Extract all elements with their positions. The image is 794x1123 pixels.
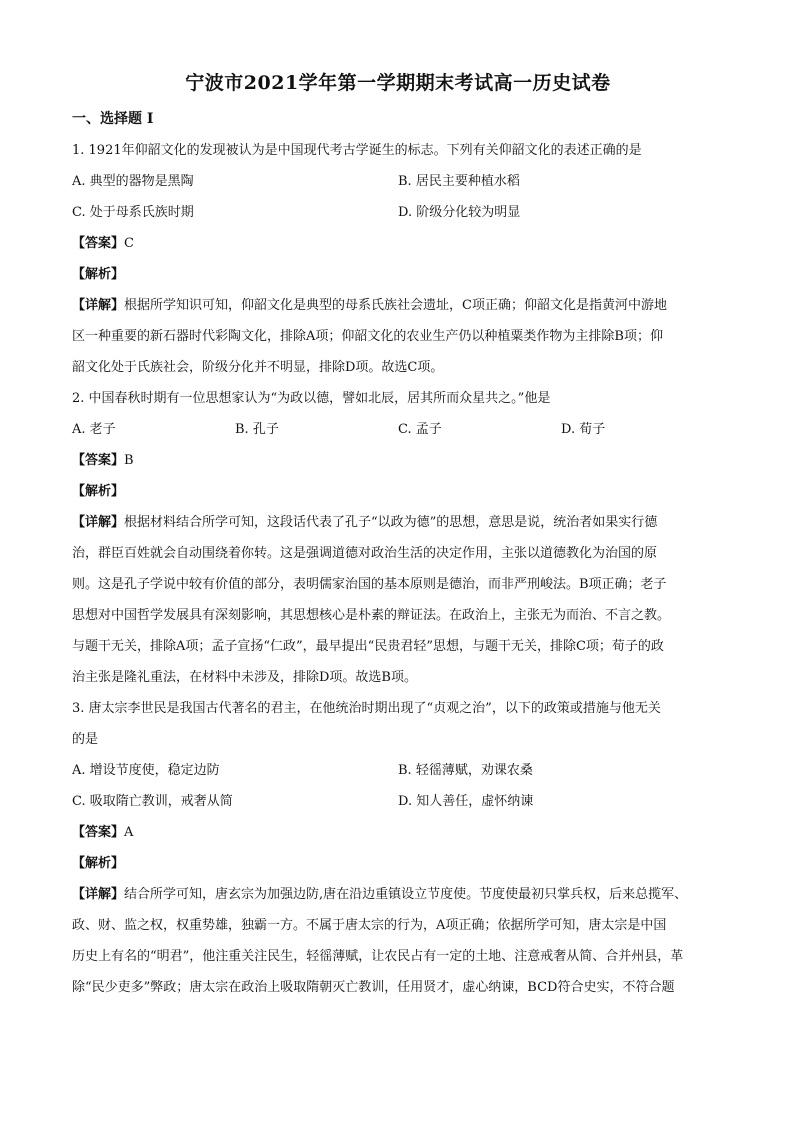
detail-line: 【详解】结合所学可知，唐玄宗为加强边防,唐在沿边重镇设立节度使。节度使最初只掌兵权，后来总揽军、 [72,887,688,902]
detail-line: 历史上有名的“明君”，他注重关注民生，轻徭薄赋，让农民占有一定的土地、注意戒奢从简、合并州县，革 [72,949,684,964]
detail-line: 【详解】根据材料结合所学可知，这段话代表了孔子“以政为德”的思想，意思是说，统治者如果实行德 [72,515,658,530]
detail-label: 【详解】 [72,515,125,530]
detail-line: 则。这是孔子学说中较有价值的部分，表明儒家治国的基本原则是德治，而非严刑峻法。B项正确；老子 [72,577,667,592]
answer-label: 【答案】 [72,236,125,251]
detail-paragraph [72,879,724,1003]
option-c: C. 孟子 [398,422,442,437]
options-row [72,414,724,445]
detail-label: 【详解】 [72,298,125,313]
detail-paragraph [72,507,724,693]
analysis-label: 【解析】 [72,856,125,871]
answer-value: C [124,236,134,251]
option-a: A. 增设节度使，稳定边防 [72,763,220,778]
options-row [72,755,724,786]
options-row [72,166,724,197]
detail-line: 治主张是隆礼重法，在材料中未涉及，排除D项。故选B项。 [72,670,417,685]
detail-label: 【详解】 [72,887,125,902]
answer-line [72,228,724,259]
detail-line: 韶文化处于氏族社会，阶级分化并不明显，排除D项。故选C项。 [72,360,444,375]
answer-value: A [124,825,134,840]
options-row [72,197,724,228]
detail-line: 除“民少吏多”弊政；唐太宗在政治上吸取隋朝灭亡教训，任用贤才，虚心纳谏，BCD符合史实，不符合题 [72,980,675,995]
option-d: D. 荀子 [561,422,606,437]
option-c: C. 处于母系氏族时期 [72,205,194,220]
question-3 [72,693,724,1003]
question-1 [72,135,724,383]
option-a: A. 老子 [72,422,116,437]
option-a: A. 典型的器物是黑陶 [72,174,194,189]
question-2 [72,383,724,693]
detail-line: 治，群臣百姓就会自动围绕着你转。这是强调道德对政治生活的决定作用，主张以道德教化为治国的原 [72,546,658,561]
detail-line: 区一种重要的新石器时代彩陶文化，排除A项；仰韶文化的农业生产仍以种植粟类作物为主排除B项；仰 [72,329,663,344]
option-d: D. 阶级分化较为明显 [398,205,521,220]
question-stem: 1. 1921年仰韶文化的发现被认为是中国现代考古学诞生的标志。下列有关仰韶文化的表述正确的是 [72,143,642,158]
detail-paragraph [72,290,724,383]
answer-label: 【答案】 [72,453,125,468]
option-d: D. 知人善任，虚怀纳谏 [398,794,534,809]
option-b: B. 孔子 [235,422,279,437]
option-b: B. 轻徭薄赋，劝课农桑 [398,763,533,778]
page-title: 宁波市2021学年第一学期期末考试高一历史试卷 [185,72,611,94]
detail-line: 【详解】根据所学知识可知，仰韶文化是典型的母系氏族社会遗址，C项正确；仰韶文化是指黄河中游地 [72,298,667,313]
options-row [72,786,724,817]
question-stem-continued: 的是 [72,732,99,747]
answer-label: 【答案】 [72,825,125,840]
analysis-label: 【解析】 [72,484,125,499]
detail-line: 思想对中国哲学发展具有深刻影响，其思想核心是朴素的辩证法。在政治上，主张无为而治、不言之教。 [72,608,671,623]
option-b: B. 居民主要种植水稻 [398,174,520,189]
detail-line: 与题干无关，排除A项；孟子宣扬“仁政”，最早提出“民贵君轻”思想，与题干无关，排除C项；荀子的政 [72,639,664,654]
question-stem: 2. 中国春秋时期有一位思想家认为“为政以德，譬如北辰，居其所而众星共之。”他是 [72,391,551,406]
question-stem: 3. 唐太宗李世民是我国古代著名的君主，在他统治时期出现了“贞观之治”，以下的政策或措施与他无关 [72,701,661,716]
answer-line [72,445,724,476]
analysis-label: 【解析】 [72,267,125,282]
answer-line [72,817,724,848]
detail-line: 政、财、监之权，权重势雄，独霸一方。不属于唐太宗的行为，A项正确；依据所学可知，唐太宗是中国 [72,918,667,933]
section-heading: 一、选择题 I [72,111,154,127]
document-page [72,68,724,1003]
answer-value: B [124,453,134,468]
option-c: C. 吸取隋亡教训，戒奢从简 [72,794,233,809]
